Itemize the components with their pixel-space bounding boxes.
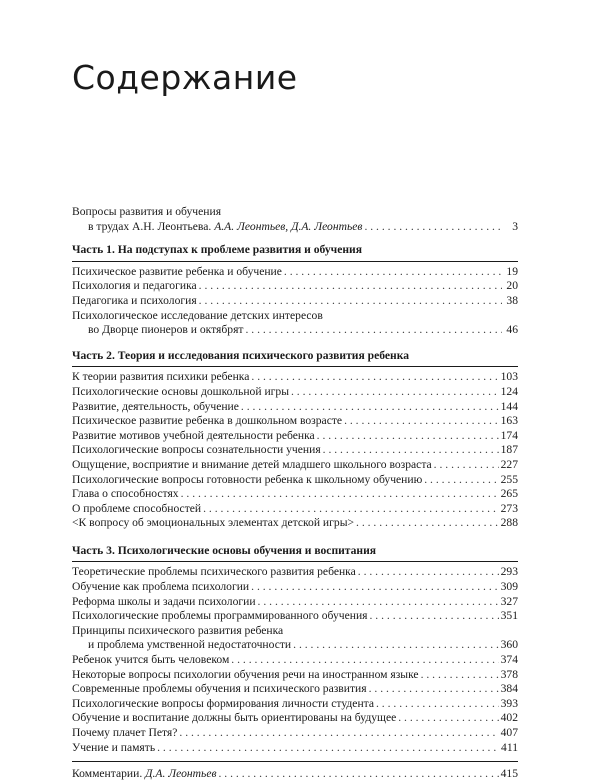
dot-leader xyxy=(258,595,499,610)
toc-entry[interactable] xyxy=(72,370,518,385)
page-title: Содержание xyxy=(72,58,298,97)
entry-title: Развитие мотивов учебной деятельности ребенка xyxy=(72,428,315,442)
toc-entry[interactable] xyxy=(72,473,518,488)
entry-title: <К вопросу об эмоциональных элементах детской игры> xyxy=(72,516,355,530)
entry-title: Обучение и воспитание должны быть ориентированы на будущее xyxy=(72,711,397,725)
page-number: 103 xyxy=(500,370,518,384)
page-number: 38 xyxy=(506,293,518,307)
toc-entry[interactable] xyxy=(72,429,518,444)
toc-entry[interactable] xyxy=(72,487,518,502)
page-number: 327 xyxy=(500,594,518,608)
entry-title: Психологические проблемы программированного обучения xyxy=(72,609,368,623)
entry-title: Ощущение, восприятие и внимание детей младшего школьного возраста xyxy=(72,457,432,471)
entry-title: во Дворце пионеров и октябрят xyxy=(88,323,244,337)
page-number: 174 xyxy=(500,428,518,442)
page-number: 374 xyxy=(500,653,518,667)
toc-entry[interactable] xyxy=(72,443,518,458)
toc-entry[interactable] xyxy=(72,400,518,415)
toc-entry[interactable] xyxy=(72,458,518,473)
toc-entry[interactable] xyxy=(72,609,518,624)
page-number: 124 xyxy=(500,384,518,398)
toc-entry[interactable] xyxy=(72,565,518,580)
entry-title: Реформа школы и задачи психологии xyxy=(72,594,256,608)
page-number: 227 xyxy=(500,457,518,471)
toc-entry[interactable] xyxy=(72,653,518,668)
entry-title: К теории развития психики ребенка xyxy=(72,370,250,384)
entry-title: Психическое развитие ребенка и обучение xyxy=(72,264,282,278)
entry-title: Психологические основы дошкольной игры xyxy=(72,384,289,398)
table-of-contents xyxy=(72,205,518,782)
page-number: 288 xyxy=(500,516,518,530)
dot-leader xyxy=(251,580,498,595)
entry-title: Теоретические проблемы психического развития ребенка xyxy=(72,565,356,579)
toc-entry[interactable] xyxy=(72,502,518,517)
dot-leader xyxy=(356,516,499,531)
dot-leader xyxy=(203,502,498,517)
dot-leader xyxy=(323,443,499,458)
page-number: 309 xyxy=(500,580,518,594)
page-number: 265 xyxy=(500,487,518,501)
dot-leader xyxy=(293,638,498,653)
page-number: 46 xyxy=(506,323,518,337)
part-3-heading: Часть 3. Психологические основы обучения и воспитания xyxy=(72,544,518,563)
dot-leader xyxy=(421,668,499,683)
dot-leader xyxy=(219,767,499,782)
part-2-list xyxy=(72,370,518,531)
dot-leader xyxy=(199,294,502,309)
entry-title: Психическое развитие ребенка в дошкольном возрасте xyxy=(72,414,343,428)
toc-entry[interactable] xyxy=(72,711,518,726)
entry-title: Ребенок учится быть человеком xyxy=(72,653,230,667)
dot-leader xyxy=(369,682,499,697)
dot-leader xyxy=(358,565,499,580)
toc-entry[interactable] xyxy=(72,279,518,294)
toc-entry[interactable] xyxy=(72,294,518,309)
entry-title: Современные проблемы обучения и психического развития xyxy=(72,682,367,696)
comments-title: Комментарии. Д.А. Леонтьев xyxy=(72,767,217,781)
toc-entry[interactable] xyxy=(72,516,518,531)
page-number: 163 xyxy=(500,414,518,428)
page-number: 378 xyxy=(500,667,518,681)
entry-title: Педагогика и психология xyxy=(72,293,197,307)
entry-title: Некоторые вопросы психологии обучения речи на иностранном языке xyxy=(72,667,419,681)
toc-entry[interactable] xyxy=(72,385,518,400)
toc-entry[interactable] xyxy=(72,580,518,595)
toc-entry[interactable] xyxy=(72,414,518,429)
dot-leader xyxy=(370,609,499,624)
dot-leader xyxy=(424,473,498,488)
page-number: 255 xyxy=(500,472,518,486)
page-number: 273 xyxy=(500,501,518,515)
toc-entry[interactable] xyxy=(72,323,518,338)
entry-title: Развитие, деятельность, обучение xyxy=(72,399,239,413)
page-number: 384 xyxy=(500,682,518,696)
part-3-list-b xyxy=(72,653,518,755)
dot-leader xyxy=(376,697,499,712)
intro-title: в трудах А.Н. Леонтьева. А.А. Леонтьев, Д.А. Леонтьев xyxy=(88,219,363,233)
toc-entry[interactable] xyxy=(72,265,518,280)
part-1-list xyxy=(72,265,518,309)
intro-line-1: Вопросы развития и обучения xyxy=(72,205,222,218)
page-number: 393 xyxy=(500,696,518,710)
toc-entry[interactable] xyxy=(72,726,518,741)
entry-title: Психологические вопросы готовности ребенка к школьному обучению xyxy=(72,472,423,486)
page-number: 407 xyxy=(500,726,518,739)
dot-leader xyxy=(181,487,499,502)
dot-leader xyxy=(364,220,502,235)
dot-leader xyxy=(157,741,499,756)
toc-entry[interactable] xyxy=(72,682,518,697)
entry-title: Обучение как проблема психологии xyxy=(72,580,250,594)
entry-title: и проблема умственной недостаточности xyxy=(88,638,292,652)
dot-leader xyxy=(284,265,502,280)
comments-entry[interactable] xyxy=(72,761,518,782)
part-3-list-a xyxy=(72,565,518,623)
page-number: 19 xyxy=(506,264,518,278)
toc-entry-line: Принципы психического развития ребенка xyxy=(72,623,284,637)
entry-title: Психология и педагогика xyxy=(72,279,197,293)
page-number: 351 xyxy=(500,609,518,623)
page-number: 144 xyxy=(500,399,518,413)
entry-title: Почему плачет Петя? xyxy=(72,726,178,739)
dot-leader xyxy=(398,711,498,726)
dot-leader xyxy=(231,653,498,668)
part-1-heading: Часть 1. На подступах к проблеме развития и обучения xyxy=(72,243,518,262)
page-number: 20 xyxy=(506,279,518,293)
page-number: 293 xyxy=(500,565,518,579)
entry-title: Психологические вопросы формирования личности студента xyxy=(72,696,374,710)
page-number: 402 xyxy=(500,711,518,725)
entry-title: О проблеме способностей xyxy=(72,501,202,515)
toc-entry[interactable] xyxy=(72,697,518,712)
dot-leader xyxy=(179,726,498,741)
dot-leader xyxy=(241,400,499,415)
toc-entry[interactable] xyxy=(72,741,518,756)
dot-leader xyxy=(291,385,499,400)
dot-leader xyxy=(317,429,499,444)
page-number: 187 xyxy=(500,443,518,457)
dot-leader xyxy=(344,414,499,429)
toc-entry[interactable] xyxy=(72,595,518,610)
toc-entry[interactable] xyxy=(72,638,518,653)
toc-entry[interactable] xyxy=(72,668,518,683)
dot-leader xyxy=(251,370,498,385)
entry-title: Психологические вопросы сознательности учения xyxy=(72,443,321,457)
part-2-heading: Часть 2. Теория и исследования психического развития ребенка xyxy=(72,349,518,368)
dot-leader xyxy=(199,279,502,294)
page-number: 3 xyxy=(512,219,518,233)
dot-leader xyxy=(245,323,502,338)
toc-entry-line: Психологическое исследование детских интересов xyxy=(72,308,323,322)
page-number: 411 xyxy=(501,740,518,754)
entry-title: Глава о способностях xyxy=(72,487,179,501)
page-number: 415 xyxy=(500,767,518,781)
page-number: 360 xyxy=(500,638,518,652)
intro-entry[interactable] xyxy=(72,220,518,235)
dot-leader xyxy=(434,458,499,473)
entry-title: Учение и память xyxy=(72,740,156,754)
